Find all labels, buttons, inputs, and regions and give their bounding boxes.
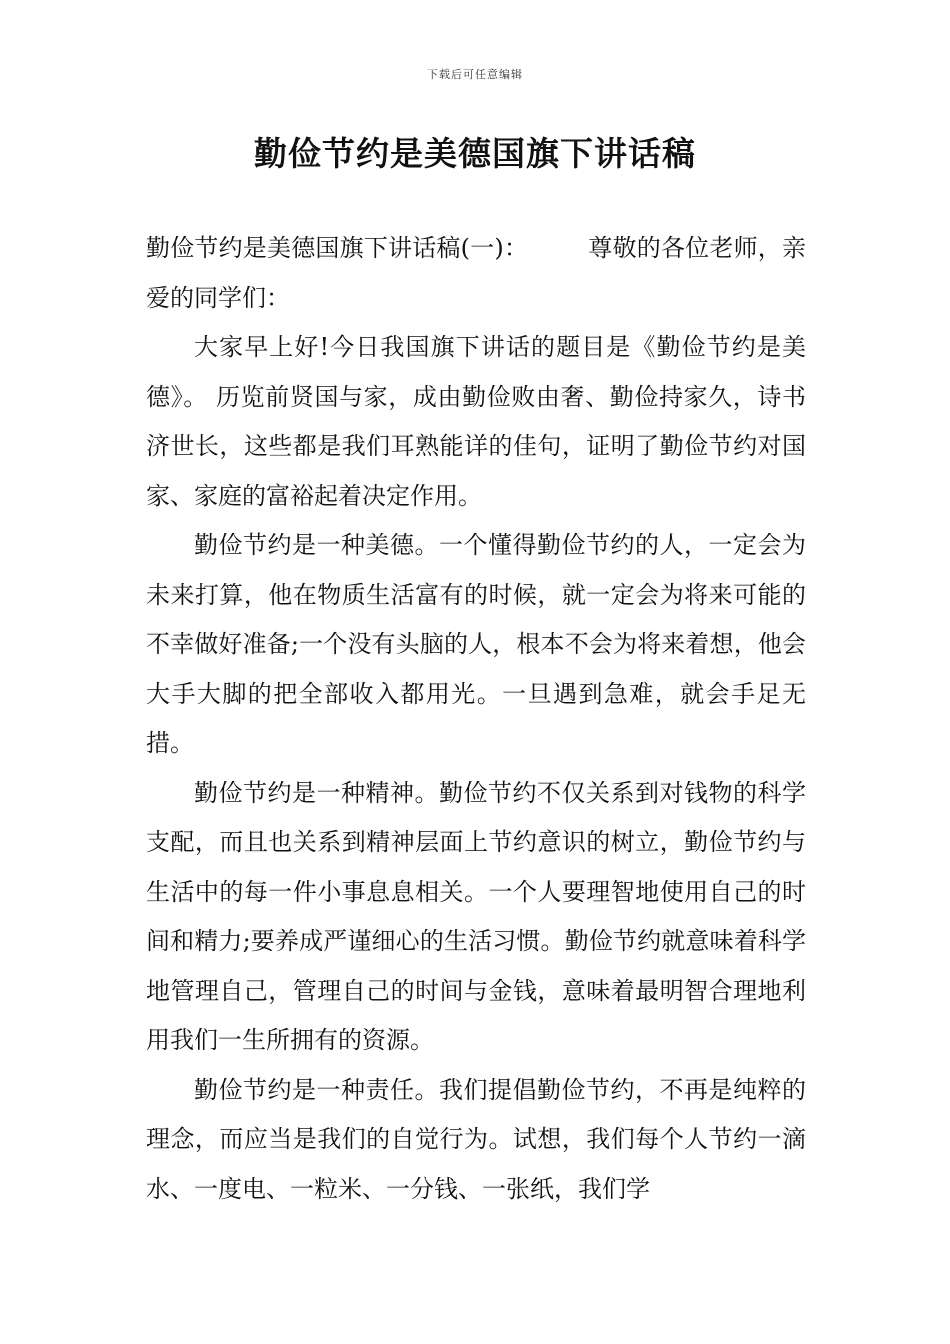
- salutation-students: 亲爱的同学们：: [146, 234, 806, 312]
- paragraph-2: 勤俭节约是一种美德。一个懂得勤俭节约的人，一定会为未来打算，他在物质生活富有的时候，就一定会为将来可能的不幸做好准备;一个没有头脑的人，根本不会为将来着想，他会大手大脚的把全部收入都用光。一旦遇到急难，就会手足无措。: [146, 531, 806, 757]
- paragraph-4: 勤俭节约是一种责任。我们提倡勤俭节约，不再是纯粹的理念，而应当是我们的自觉行为。试想，我们每个人节约一滴水、一度电、一粒米、一分钱、一张纸，我们学: [146, 1075, 806, 1203]
- header-note: 下载后可任意编辑: [427, 68, 523, 81]
- intro-heading: 勤俭节约是美德国旗下讲话稿(一)：: [146, 234, 529, 262]
- salutation-teachers: 尊敬的各位老师，: [588, 234, 782, 262]
- document-title: 勤俭节约是美德国旗下讲话稿: [254, 134, 696, 173]
- paragraph-3: 勤俭节约是一种精神。勤俭节约不仅关系到对钱物的科学支配，而且也关系到精神层面上节约意识的树立，勤俭节约与生活中的每一件小事息息相关。一个人要理智地使用自己的时间和精力;要养成严谨细心的生活习惯。勤俭节约就意味着科学地管理自己，管理自己的时间与金钱，意味着最明智合理地利用我们一生所拥有的资源。: [146, 778, 806, 1054]
- paragraph-1: 大家早上好!今日我国旗下讲话的题目是《勤俭节约是美德》。 历览前贤国与家，成由勤俭败由奢、勤俭持家久，诗书济世长，这些都是我们耳熟能详的佳句，证明了勤俭节约对国家、家庭的富裕起着决定作用。: [146, 333, 806, 510]
- document-body: [146, 224, 806, 1214]
- intro-paragraph: [146, 224, 806, 323]
